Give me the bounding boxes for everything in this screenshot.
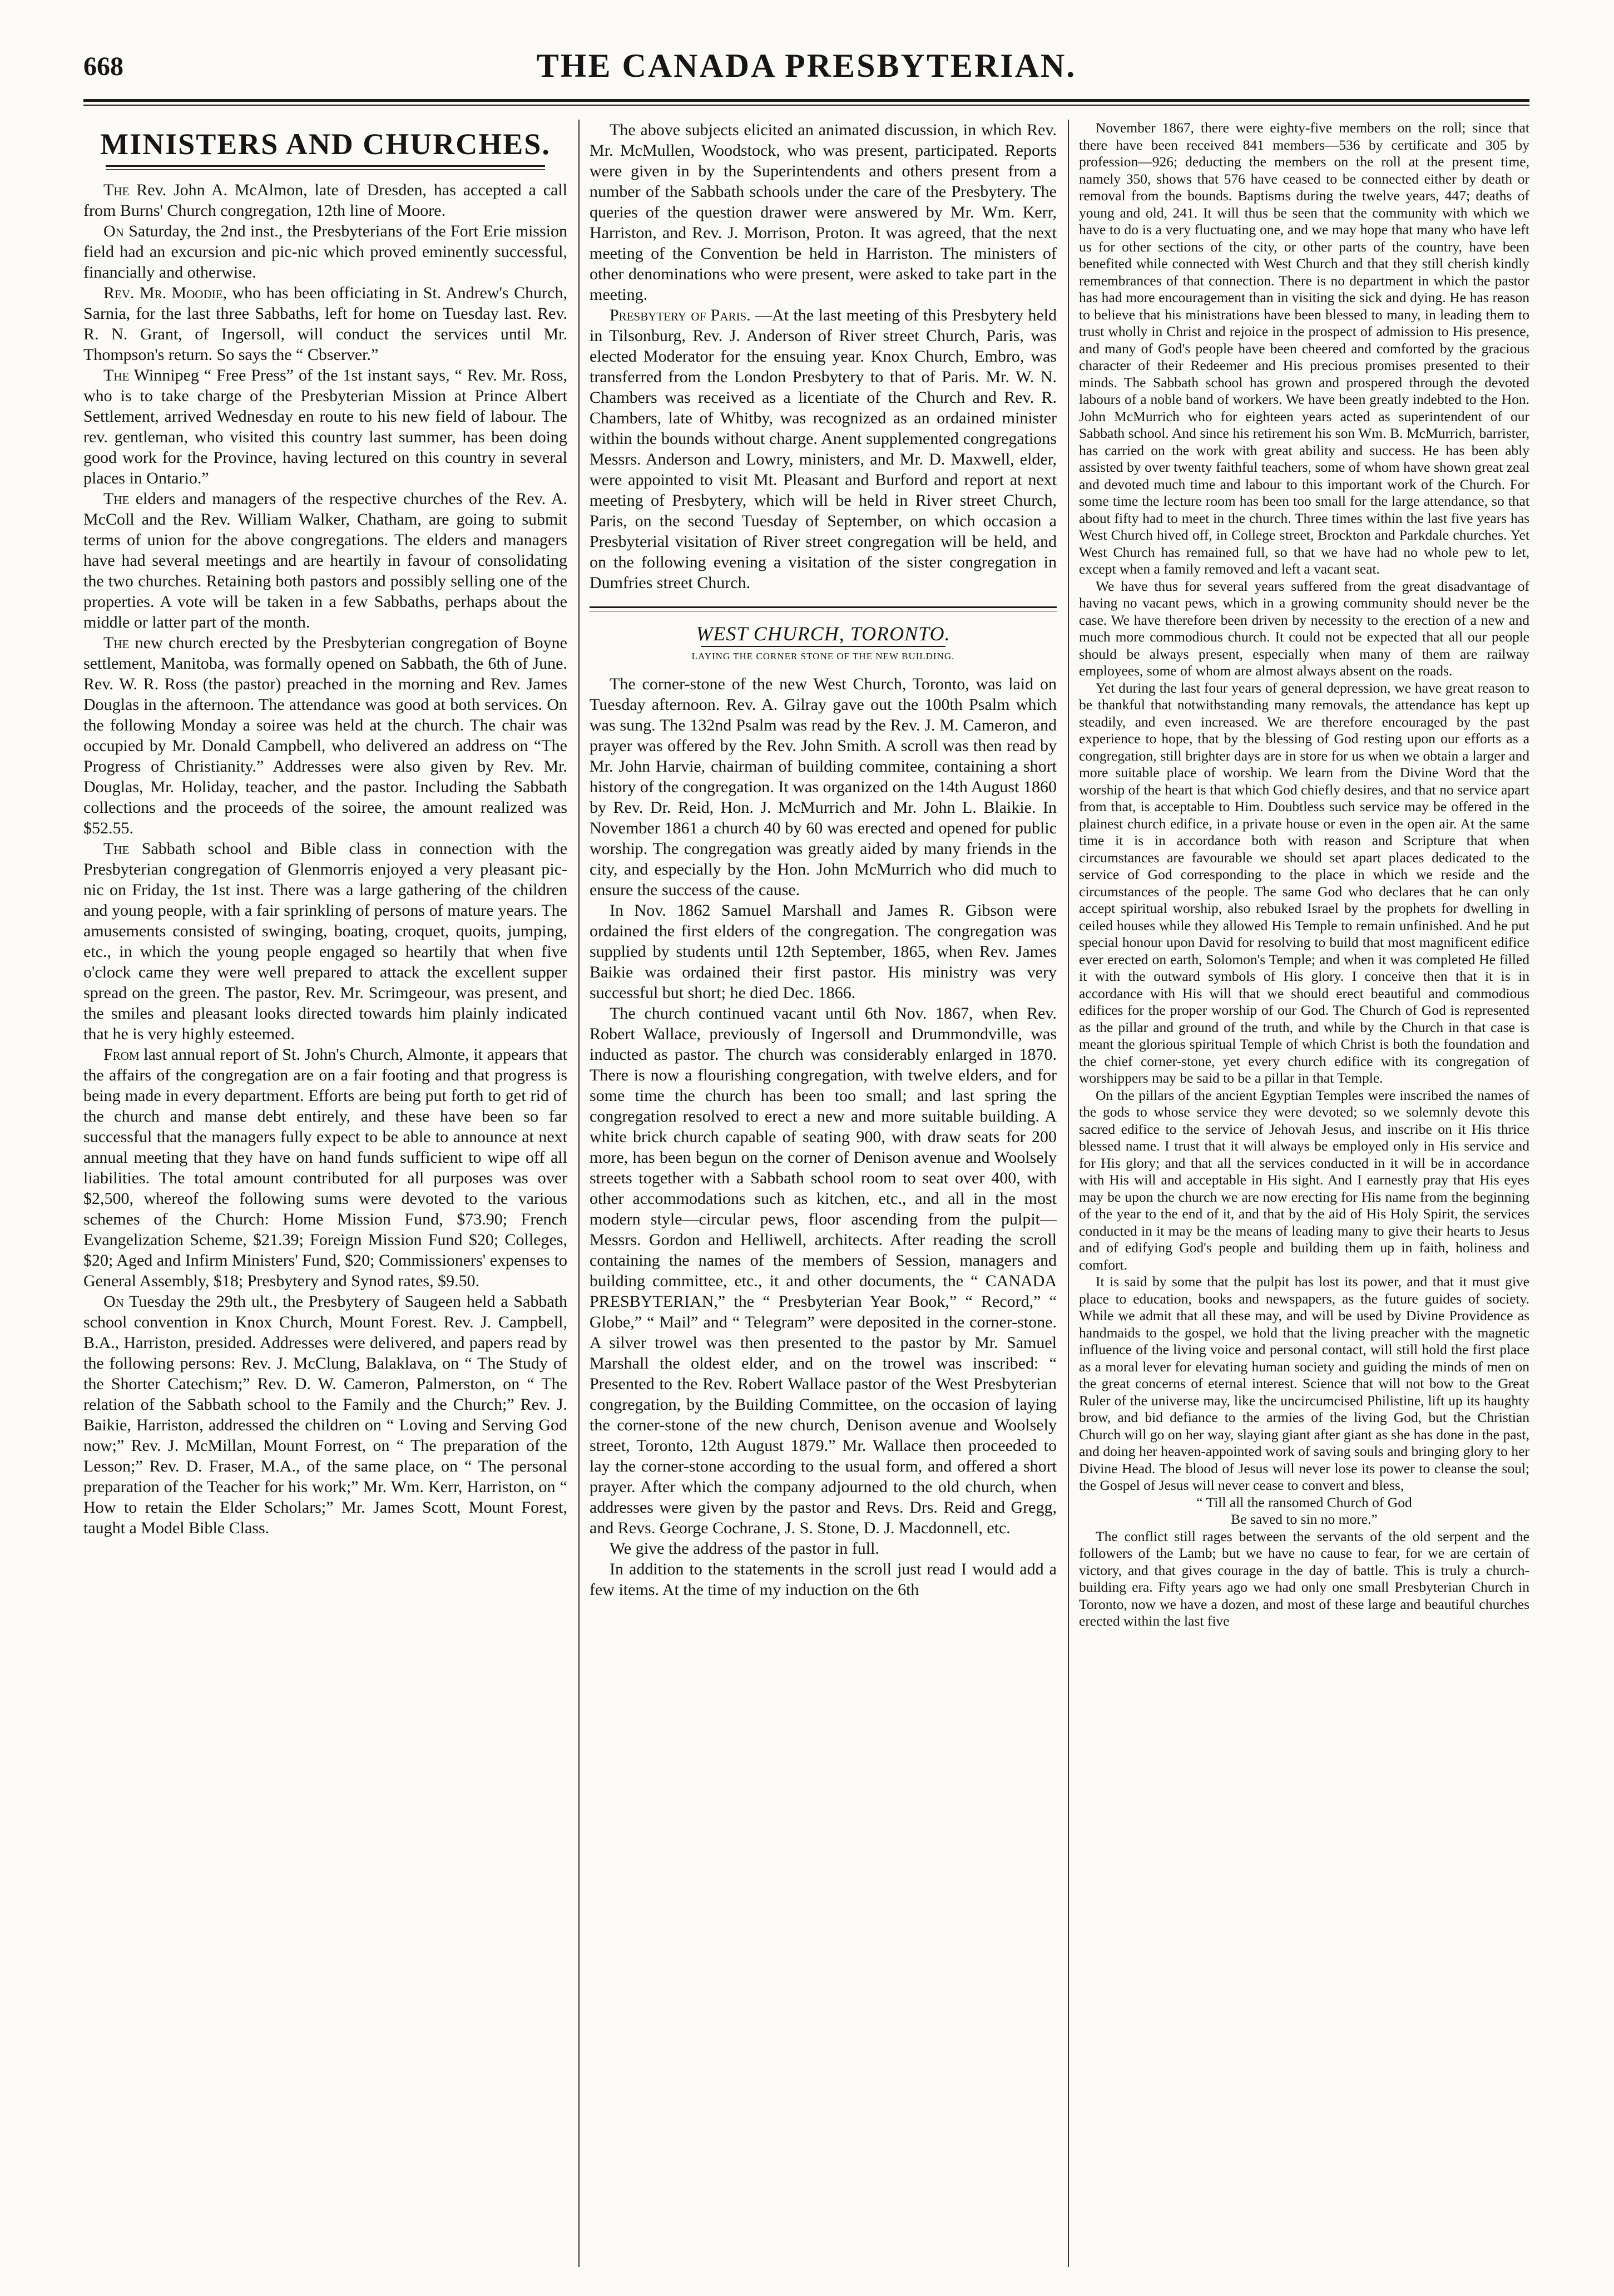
paragraph: We have thus for several years suffered from the great disadvantage of having no vacant pews, which in a growing community should never be the case. We have therefore been driven by necessity to the erection of a new and much more commodious church. It could not be expected that all our people should be always present, especially when many of them are railway employees, some of whom are almost always absent on the roads.: [1079, 577, 1529, 679]
paragraph: We give the address of the pastor in full.: [610, 1539, 879, 1558]
news-paragraph: [83, 1291, 567, 1538]
header-rule: [83, 99, 1529, 102]
paragraph-text: last annual report of St. John's Church, Almonte, it appears that the affairs of the congregation are on a fair footing and that progress is being made in every department. Efforts are being put forth to get rid of the church and manse debt entirely, and these have been so far successful that the managers fully expect to be able to announce at next annual meeting that they have on hand funds sufficient to wipe off all liabilities. The total amount contributed for all purposes was over $2,500, whereof the following sums were devoted to the various schemes of the Church: Home Mission Fund, $73.90; French Evangelization Scheme, $21.39; Foreign Mission Fund $20; Colleges, $20; Aged and Infirm Ministers' Fund, $20; Commissioners' expenses to General Assembly, $18; Presbytery and Synod rates, $9.50.: [83, 1045, 567, 1290]
news-paragraph: [83, 221, 567, 283]
page-header: [83, 45, 1529, 95]
paragraph: It is said by some that the pulpit has lost its power, and that it must give place to education, books and newspapers, as the future guides of society. While we admit that all these may, and will be used by Divine Providence as handmaids to the gospel, we hold that the living preacher with the magnetic influence of the living voice and personal contact, will still hold the first place as a moral lever for elevating human society and guiding the minds of men on the great concerns of eternal interest. Science that will not bow to the Great Ruler of the universe may, like the uncircumcised Philistine, lift up its haughty brow, and bid defiance to the armies of the living God, but the Christian Church will go on her way, slaying giant after giant as she has done in the past, and doing her heaven-appointed work of saving souls and bringing glory to her Divine Head. The blood of Jesus will never lose its power to cleanse the soul; the Gospel of Jesus will never cease to convert and bless,: [1079, 1273, 1529, 1493]
paragraph-lead: On: [103, 222, 124, 240]
paragraph: The corner-stone of the new West Church, Toronto, was laid on Tuesday afternoon. Rev. A. Gilray gave out the 100th Psalm which was sung. The 132nd Psalm was read by the Rev. J. M. Cameron, and prayer was offered by the Rev. John Smith. A scroll was then read by Mr. John Harvie, chairman of building commitee, containing a short history of the congregation. It was organized on the 14th August 1860 by Rev. Dr. Reid, Hon. J. McMurrich and Mr. John L. Blaikie. In November 1861 a church 40 by 60 was erected and opened for public worship. The congregation was greatly aided by many friends in the city, and especially by the Hon. John McMurrich who did much to ensure the success of the cause.: [590, 675, 1057, 899]
paragraph-text: Winnipeg “ Free Press” of the 1st instant says, “ Rev. Mr. Ross, who is to take charge of the Presbyterian Mission at Prince Albert Settlement, arrived Wednesday en route to his new field of labour. The rev. gentleman, who visited this country last summer, has been doing good work for the Province, having lectured on this country in several places in Ontario.”: [83, 366, 567, 487]
paragraph-text: The above subjects elicited an animated discussion, in which Rev. Mr. McMullen, Woodstock, who was present, participated. Reports were given in by the Superintendents and others present from a number of the Sabbath schools under the care of the Presbytery. The queries of the question drawer were answered by Mr. Wm. Kerr, Harriston, and Rev. J. Morrison, Proton. It was agreed, that the next meeting of the Convention be held in Harriston. The ministers of other denominations who were present, were asked to take part in the meeting.: [590, 121, 1057, 304]
running-title: THE CANADA PRESBYTERIAN.: [536, 47, 1077, 84]
paragraph-lead: The: [103, 366, 130, 384]
news-paragraph: [83, 365, 567, 488]
paragraph-text: Saturday, the 2nd inst., the Presbyterians of the Fort Erie mission field had an excursion and pic-nic which proved eminently successful, financially and otherwise.: [83, 222, 567, 282]
paragraph-lead: Rev. Mr. Moodie,: [103, 284, 227, 302]
paragraph-lead: The: [103, 634, 130, 652]
paragraph-lead: On: [103, 1292, 124, 1311]
paragraph-lead: From: [103, 1045, 140, 1064]
news-paragraph: [83, 1044, 567, 1291]
address-text: [1079, 120, 1529, 1494]
title-rule: [701, 646, 945, 647]
column-2: [590, 120, 1057, 2267]
news-paragraph: [83, 633, 567, 838]
paragraph-text: elders and managers of the respective churches of the Rev. A. McColl and the Rev. William Walker, Chatham, are going to submit terms of union for the above congregations. The elders and managers have had several meetings and are heartily in favour of consolidating the two churches. Retaining both pastors and possibly selling one of the properties. A vote will be taken in a few Sabbaths, perhaps about the middle or latter part of the month.: [83, 490, 567, 631]
paragraph: In Nov. 1862 Samuel Marshall and James R. Gibson were ordained the first elders of the congregation. The congregation was supplied by students until 12th September, 1865, when Rev. James Baikie was ordained their first pastor. His ministry was very successful but short; he died Dec. 1866.: [590, 901, 1057, 1002]
news-items: [83, 180, 567, 1538]
header-rule-thin: [83, 105, 1529, 106]
news-paragraph: [590, 120, 1057, 305]
paragraph: Be saved to sin no more.”: [1231, 1511, 1378, 1527]
paragraph-text: —At the last meeting of this Presbytery held in Tilsonburg, Rev. J. Anderson of River street Church, Paris, was elected Moderator for the ensuing year. Knox Church, Embro, was transferred from the London Presbytery to that of Paris. Mr. W. N. Chambers was received as a licentiate of the Church and Rev. R. Chambers, late of Whitby, was recognized as an ordained minister within the bounds without charge. Anent supplemented congregations Messrs. Anderson and Lowry, ministers, and Mr. D. Maxwell, elder, were appointed to visit Mt. Pleasant and Burford and report at next meeting of Presbytery, which will be held in River street Church, Paris, on the second Tuesday of September, on which occasion a Presbyterial visitation of River street congregation will be held, and on the following evening a visitation of the sister congregation in Dumfries street Church.: [590, 306, 1057, 592]
page-number: 668: [83, 52, 123, 81]
paragraph: November 1867, there were eighty-five members on the roll; since that there have been received 841 members—536 by certificate and 305 by profession—926; deducting the members on the roll at the present time, namely 350, shows that 576 have ceased to be connected either by death or removal from the bounds. Baptisms during the twelve years, 447; deaths of young and old, 241. It will thus be seen that the community with which we have to do is a very fluctuating one, and we may hope that many who have left us for other sections of the city, or other parts of the country, have been benefited while connected with West Church and that they still cherish kindly remembrances of that connection. There is no department in which the pastor has had more encouragement than in visiting the sick and dying. He has reason to believe that his ministrations have been blessed to many, in leading them to trust wholly in Christ and rejoice in the prospect of admission to His presence, and many of God's people have been cheered and comforted by the gracious character of their Redeemer and His precious promises presented to their minds. The Sabbath school has grown and prospered through the devoted labours of a noble band of workers. We have been greatly indebted to the Hon. John McMurrich who for eighteen years acted as superintendent of our Sabbath school. And since his retirement his son Wm. B. McMurrich, barrister, has carried on the work with great ability and success. He has been ably assisted by over twenty faithful teachers, some of whom have shown great zeal and devoted much time and labour to this important work of the Church. For some time the lecture room has been too small for the large attendance, so that about fifty had to meet in the church. Three times within the last five years has West Church hived off, in College street, Brockton and Parkdale churches. Yet West Church has remained full, so that we have had no whole pew to let, except when a family removed and left a vacant seat.: [1079, 120, 1529, 577]
paragraph: The conflict still rages between the servants of the old serpent and the followers of the Lamb; but we have no cause to fear, for we are certain of victory, and that gives courage in the day of battle. This is truly a church-building era. Fifty years ago we had only one small Presbyterian Church in Toronto, now we have a dozen, and most of these large and beautiful churches erected within the last five: [1079, 1528, 1529, 1629]
paragraph: “ Till all the ransomed Church of God: [1196, 1494, 1412, 1510]
paragraph-lead: The: [103, 840, 130, 858]
paragraph-text: who has been officiating in St. Andrew's Church, Sarnia, for the last three Sabbaths, left for home on Tuesday last. Rev. R. N. Grant, of Ingersoll, will conduct the services until Mr. Thompson's return. So says the “ Cbserver.”: [83, 284, 567, 364]
column-divider: [578, 120, 580, 2267]
paragraph-text: Rev. John A. McAlmon, late of Dresden, has accepted a call from Burns' Church congregation, 12th line of Moore.: [83, 181, 567, 220]
address-text-end: [1079, 1528, 1529, 1630]
column-divider: [1068, 120, 1069, 2267]
news-paragraph: [83, 180, 567, 221]
news-paragraph: [83, 283, 567, 365]
paragraph-text: Tuesday the 29th ult., the Presbytery of Saugeen held a Sabbath school convention in Knox Church, Mount Forest. Rev. J. Campbell, B.A., Harriston, presided. Addresses were delivered, and papers read by the following persons: Rev. J. McClung, Balaklava, on “ The Study of the Shorter Catechism;” Rev. D. W. Cameron, Palmerston, on “ The relation of the Sabbath school to the Family and the Church;” Rev. J. Baikie, Harriston, addressed the children on “ Loving and Serving God now;” Rev. J. McMillan, Mount Forrest, on “ The preparation of the Lesson;” Rev. D. Fraser, M.A., of the same place, on “ The personal preparation of the Teacher for his work;” Mr. Wm. Kerr, Harriston, on “ How to retain the Elder Scholars;” Mr. James Scott, Mount Forest, taught a Model Bible Class.: [83, 1292, 567, 1537]
section-heading: MINISTERS AND CHURCHES.: [100, 127, 551, 161]
article-body: [590, 674, 1057, 1600]
heading-rule: [106, 165, 545, 167]
paragraph: On the pillars of the ancient Egyptian Temples were inscribed the names of the gods to whose service they were devoted; so we solemnly devote this sacred edifice to the service of Jehovah Jesus, and inscribe on it His thrice blessed name. I trust that it will always be employed only in His service and for His glory; and that all the services conducted in it will be in accordance with His will and acceptable in His sight. And I earnestly pray that His eyes may be upon the church we are now erecting for His name from the beginning of the year to the end of it, and that by the aid of His Holy Spirit, the services conducted in it may be the means of leading many to give their hearts to Jesus and of edifying God's people and building them up in faith, holiness and comfort.: [1079, 1087, 1529, 1273]
paragraph: Yet during the last four years of general depression, we have great reason to be thankful that notwithstanding many removals, the attendance has kept up steadily, and even increased. We are therefore encouraged by the past experience to hope, that by the blessing of God resting upon our efforts as a congregation, still brighter days are in store for us when we obtain a larger and more suitable place of worship. We learn from the Divine Word that the worship of the heart is that which God chiefly desires, and that no service apart from that, is acceptable to Him. Doubtless such service may be offered in the plainest church edifice, in a private house or even in the open air. At the same time it is in accordance both with reason and Scripture that when circumstances are favourable we should set apart places dedicated to the service of God corresponding to the place in which we reside and the circumstances of the people. The same God who declares that he can only accept spiritual worship, also rebuked Israel by the prophets for dwelling in ceiled houses while they allowed His Temple to remain unfinished. And he put special honour upon David for resolving to build that most magnificent edifice ever erected on earth, Solomon's Temple; and when it was completed He filled it with the outward symbols of His glory. I conceive then that it is in accordance with His will that we should erect beautiful and commodious edifices for the proper worship of our God. The Church of God is represented as the pillar and ground of the truth, and while by the Church in that case is meant the glorious spiritual Temple of which Christ is both the foundation and the chief corner-stone, yet every church edifice with its congregation of worshippers may be said to be a pillar in that Temple.: [1079, 679, 1529, 1086]
verse-quote: [1079, 1494, 1529, 1528]
news-paragraph: [590, 305, 1057, 593]
news-paragraph: [83, 838, 567, 1044]
news-items: [590, 120, 1057, 593]
article-title: WEST CHURCH, TORONTO.: [696, 623, 950, 645]
paragraph-lead: The: [103, 490, 130, 508]
news-paragraph: [83, 488, 567, 633]
paragraph-text: new church erected by the Presbyterian congregation of Boyne settlement, Manitoba, was formally opened on Sabbath, the 6th of June. Rev. W. R. Ross (the pastor) preached in the morning and Rev. James Douglas in the afternoon. The attendance was good at both services. On the following Monday a soiree was held at the church. The chair was occupied by Mr. Donald Campbell, who delivered an address on “The Progress of Christianity.” Addresses were also given by Rev. Mr. Douglas, Mr. Holiday, teacher, and the pastor. Including the Sabbath collections and the proceeds of the soiree, the amount realized was $52.55.: [83, 634, 567, 837]
heading-rule: [106, 169, 545, 170]
paragraph: In addition to the statements in the scroll just read I would add a few items. At the time of my induction on the 6th: [590, 1560, 1057, 1599]
column-3: [1079, 120, 1529, 2267]
paragraph: The church continued vacant until 6th Nov. 1867, when Rev. Robert Wallace, previously of Ingersoll and Drummondville, was inducted as pastor. The church was considerably enlarged in 1870. There is now a flourishing congregation, with twelve elders, and for some time the church has been too small; and last spring the congregation resolved to erect a new and more suitable building. A white brick church capable of seating 900, with draw seats for 200 more, has been begun on the corner of Denison avenue and Woolsely streets together with a Sabbath school room to seat over 400, with other accommodations such as kitchen, etc., and all in the most modern style—circular pews, floor ascending from the pulpit—Messrs. Gordon and Helliwell, architects. After reading the scroll containing the names of the members of Session, managers and building committee, etc., it and other documents, the “ CANADA PRESBYTERIAN,” the “ Presbyterian Year Book,” “ Record,” “ Globe,” “ Mail” and “ Telegram” were deposited in the corner-stone. A silver trowel was then presented to the pastor by Mr. Samuel Marshall the oldest elder, and on the trowel was inscribed: “ Presented to the Rev. Robert Wallace pastor of the West Presbyterian congregation, by the Building Committee, on the occasion of laying the corner-stone of the new church, Denison avenue and Woolsely street, Toronto, 12th August 1879.” Mr. Wallace then proceeded to lay the corner-stone according to the usual form, and offered a short prayer. After which the company adjourned to the old church, when addresses were given by the pastor and Revs. Drs. Reid and Gregg, and Revs. George Cochrane, J. S. Stone, D. J. Macdonnell, etc.: [590, 1004, 1057, 1537]
paragraph-text: Sabbath school and Bible class in connection with the Presbyterian congregation of Glenmorris enjoyed a very pleasant pic-nic on Friday, the 1st inst. There was a large gathering of the children and young people, with a fair sprinkling of persons of mature years. The amusements consisted of swinging, boating, croquet, quoits, jumping, etc., in which the young people engaged so heartily that when five o'clock came they were well prepared to attack the excellent supper spread on the green. The pastor, Rev. Mr. Scrimgeour, was present, and the smiles and pleasant looks directed towards him plainly indicated that he is very highly esteemed.: [83, 840, 567, 1043]
article-subtitle: LAYING THE CORNER STONE OF THE NEW BUILDING.: [691, 651, 955, 661]
paragraph-lead: The: [103, 181, 130, 199]
article-divider: [590, 606, 1057, 611]
paragraph-lead: Presbytery of Paris.: [610, 306, 751, 324]
column-1: [83, 120, 567, 2267]
